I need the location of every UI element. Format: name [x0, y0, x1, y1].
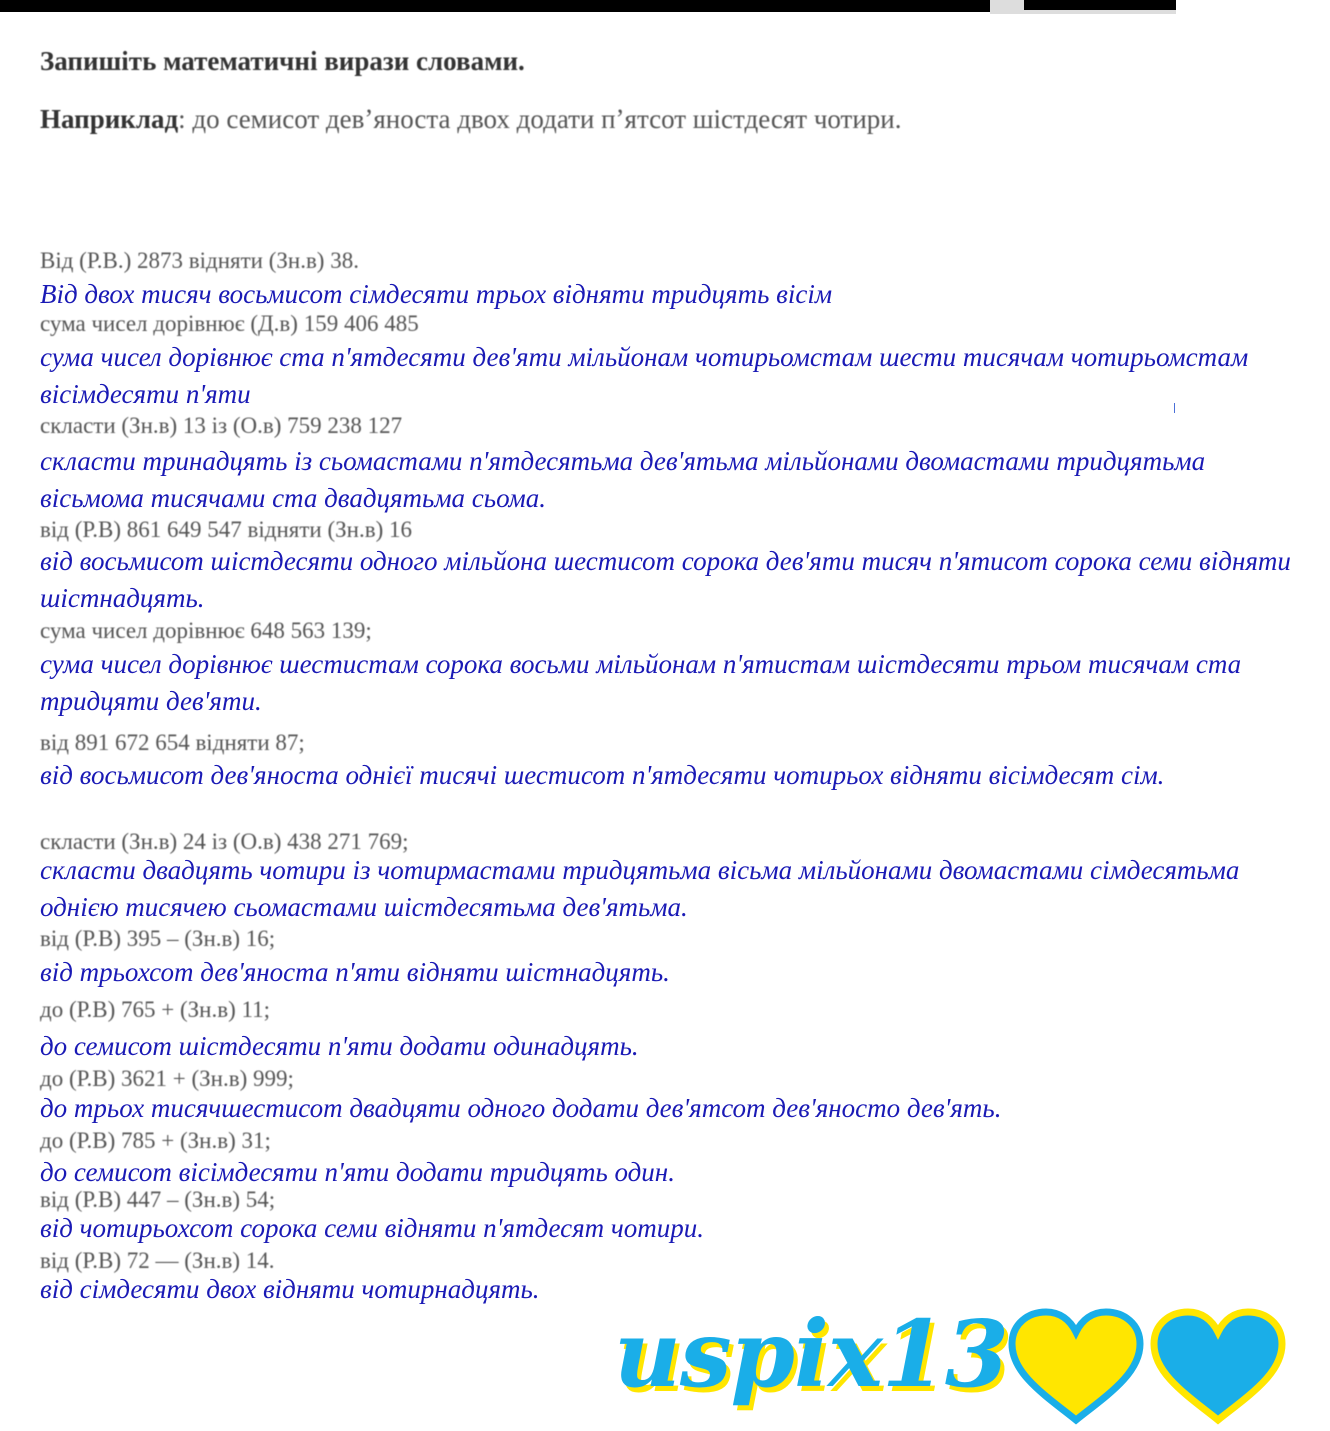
task-4: від (Р.В) 861 649 547 відняти (Зн.в) 16	[40, 517, 412, 542]
answer-3: скласти тринадцять із сьомастами п'ятдесятьма дев'ятьма мільйонами двомастами тридцятьма вісьмома тисячами ста двадцятьма сьома.	[40, 446, 1206, 513]
heart-icon	[1148, 1308, 1288, 1426]
task-2: сума чисел дорівнює (Д.в) 159 406 485	[40, 311, 419, 336]
answer-5: сума чисел дорівнює шестистам сорока восьми мільйонам п'ятистам шістдесяти трьом тисячам ста тридцяти дев'яти.	[40, 649, 1242, 716]
answer-2: сума чисел дорівнює ста п'ятдесяти дев'яти мільйонам чотирьомстам шести тисячам чотирьомстам вісімдесяти п'яти	[40, 342, 1249, 409]
task-5: сума чисел дорівнює 648 563 139;	[40, 618, 372, 643]
stray-mark	[1174, 403, 1175, 413]
answer-7: скласти двадцять чотири із чотирмастами тридцятьма вісьма мільйонами двомастами сімдесятьма однією тисячею сьомастами шістдесятьма дев'ятьма.	[40, 855, 1240, 922]
task-10: до (Р.В) 3621 + (Зн.в) 999;	[40, 1066, 294, 1091]
answer-9: до семисот шістдесяти п'яти додати одинадцять.	[40, 1031, 639, 1061]
task-12: від (Р.В) 447 – (Зн.в) 54;	[40, 1187, 276, 1212]
example-label: Наприклад	[40, 104, 179, 134]
task-3: скласти (Зн.в) 13 із (О.в) 759 238 127	[40, 413, 403, 438]
page-heading: Запишіть математичні вирази словами.	[40, 46, 525, 76]
answer-6: від восьмисот дев'яноста однієї тисячі шестисот п'ятдесяти чотирьох відняти вісімдесят сім.	[40, 760, 1165, 790]
task-8: від (Р.В) 395 – (Зн.в) 16;	[40, 926, 276, 951]
task-1: Від (Р.В.) 2873 відняти (Зн.в) 38.	[40, 248, 359, 273]
answer-13: від сімдесяти двох відняти чотирнадцять.	[40, 1274, 540, 1304]
task-13: від (Р.В) 72 — (Зн.в) 14.	[40, 1248, 275, 1273]
answer-1: Від двох тисяч восьмисот сімдесяти трьох відняти тридцять вісім	[40, 279, 833, 309]
task-7: скласти (Зн.в) 24 із (О.в) 438 271 769;	[40, 829, 409, 854]
answer-12: від чотирьохсот сорока семи відняти п'ятдесят чотири.	[40, 1213, 704, 1243]
answer-11: до семисот вісімдесяти п'яти додати тридцять один.	[40, 1157, 675, 1187]
answer-10: до трьох тисячшестисот двадцяти одного додати дев'ятсот дев'яносто дев'ять.	[40, 1093, 1002, 1123]
watermark-logo	[614, 1300, 1314, 1431]
heart-icon	[1006, 1308, 1146, 1426]
top-border-right	[990, 0, 1176, 14]
task-11: до (Р.В) 785 + (Зн.в) 31;	[40, 1128, 271, 1153]
task-9: до (Р.В) 765 + (Зн.в) 11;	[40, 997, 271, 1022]
answer-8: від трьохсот дев'яноста п'яти відняти шістнадцять.	[40, 957, 670, 987]
answer-4: від восьмисот шістдесяти одного мільйона шестисот сорока дев'яти тисяч п'ятисот сорока семи відняти шістнадцять.	[40, 546, 1291, 613]
task-6: від 891 672 654 відняти 87;	[40, 730, 305, 755]
example-text: : до семисот девʼяноста двох додати пʼятсот шістдесят чотири.	[178, 104, 902, 134]
logo-text: uspix13	[614, 1300, 1008, 1408]
example-block	[40, 100, 1000, 138]
